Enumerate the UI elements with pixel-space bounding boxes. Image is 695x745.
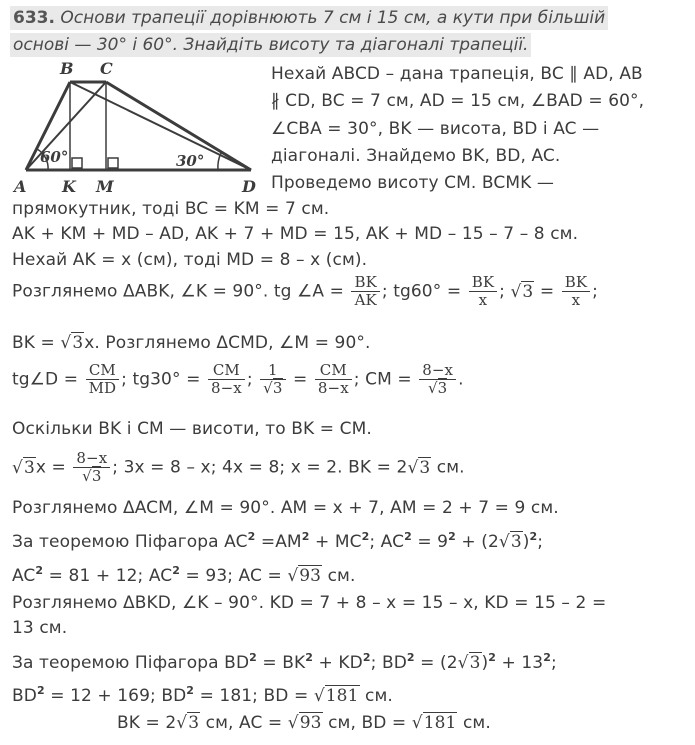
text: За теоремою Піфагора BD: [12, 653, 250, 673]
radicand: 3: [272, 379, 283, 397]
text: ): [522, 532, 530, 552]
sqrt-expression: √93: [287, 566, 322, 586]
text: = 93; AC =: [180, 566, 282, 586]
radicand: 3: [72, 333, 84, 353]
superscript: 2: [362, 651, 371, 664]
text: ; CM =: [353, 369, 412, 390]
problem-text-1: Основи трапеції дорівнюють 7 см і 15 см, а кути при більшій: [60, 8, 606, 28]
superscript: 2: [361, 530, 370, 543]
radicand: 93: [299, 713, 322, 733]
text: x. Розглянемо ΔCMD, ∠M = 90°.: [84, 333, 371, 353]
radicand: 3: [419, 457, 431, 478]
fraction-bk-ak: [351, 274, 379, 309]
text: см, AC =: [200, 713, 283, 733]
vertex-label-b: B: [60, 59, 74, 78]
right-angle-m: [108, 158, 118, 168]
numerator: 8−x: [419, 362, 456, 380]
solution-line-8: Нехай AK = x (см), тоді MD = 8 – x (см).: [12, 250, 368, 270]
text: Розглянемо ΔABK, ∠K = 90°. tg ∠A =: [12, 281, 344, 302]
numerator: CM: [315, 362, 352, 380]
problem-text-2: основі — 30° і 60°. Знайдіть висоту та діагоналі трапеції.: [13, 35, 529, 55]
angle-label-a: 60°: [40, 148, 69, 166]
text: За теоремою Піфагора AC: [12, 532, 248, 552]
solution-line-20: [12, 680, 393, 707]
solution-line-1: Нехай ABCD – дана трапеція, BC ∥ AD, AB: [271, 64, 643, 84]
fraction-bk-x: [562, 274, 590, 309]
solution-line-15: [12, 526, 543, 553]
text: .: [458, 369, 464, 390]
point-label-m: M: [96, 177, 114, 196]
text: ;: [592, 281, 598, 302]
solution-line-4: діагоналі. Знайдемо BK, BD, AC.: [271, 146, 561, 166]
text: BD: [12, 686, 37, 706]
superscript: 2: [249, 651, 257, 664]
sqrt-expression: √181: [313, 686, 359, 706]
text: ; AC: [369, 532, 405, 552]
text: BK =: [12, 333, 55, 353]
denominator: √3: [82, 467, 102, 485]
vertex-label-a: A: [14, 177, 27, 196]
solution-line-16: [12, 560, 356, 587]
denominator: √3: [427, 379, 448, 397]
vertex-label-d: D: [242, 177, 256, 196]
denominator: 8−x: [210, 379, 242, 397]
text: ;: [550, 653, 557, 673]
numerator: 8−x: [73, 450, 110, 468]
sqrt-expression: √3: [60, 333, 84, 353]
fraction-8-x-sqrt3: [73, 450, 110, 485]
angle-arc-d: [218, 153, 221, 170]
text: см, BD =: [322, 713, 407, 733]
radicand: 3: [510, 532, 522, 552]
fraction-bk-x: [469, 274, 497, 309]
text: = (2: [414, 653, 458, 673]
text: =: [293, 369, 308, 390]
text: = 181; BD =: [194, 686, 309, 706]
text: = 81 + 12; AC: [43, 566, 173, 586]
sqrt-expression: √181: [411, 713, 457, 733]
radicand: 181: [423, 713, 457, 733]
superscript: 2: [172, 564, 181, 577]
denominator: x: [571, 291, 581, 309]
text: см.: [431, 457, 465, 478]
numerator: CM: [208, 362, 245, 380]
text: + MC: [309, 532, 362, 552]
radicand: 3: [522, 281, 534, 302]
superscript: 2: [404, 530, 412, 543]
denominator: 8−x: [317, 379, 349, 397]
text: + 13: [496, 653, 544, 673]
solution-line-3: ∠CBA = 30°, BK — висота, BD і AC —: [271, 119, 600, 139]
problem-number: 633.: [13, 8, 55, 28]
superscript: 2: [247, 530, 256, 543]
superscript: 2: [36, 684, 45, 697]
angle-label-d: 30°: [176, 152, 205, 170]
text: = 9: [411, 532, 449, 552]
text: =AM: [255, 532, 302, 552]
superscript: 2: [301, 530, 310, 543]
text: ; 3x = 8 – x; 4x = 8; x = 2. BK = 2: [112, 457, 408, 478]
fraction-8-x-sqrt3: [419, 362, 456, 397]
solution-line-11: [12, 362, 464, 397]
fraction-1-sqrt3: [260, 362, 285, 397]
superscript: 2: [448, 530, 456, 543]
trapezoid-figure: [8, 56, 270, 196]
text: ): [481, 653, 489, 673]
problem-statement-line-1: [10, 6, 608, 30]
radicand: 3: [91, 467, 102, 485]
numerator: CM: [86, 362, 120, 380]
right-angle-k: [72, 158, 82, 168]
sqrt-expression: √3: [176, 713, 200, 733]
denominator: MD: [88, 379, 117, 397]
sqrt-expression: √3: [510, 281, 534, 302]
numerator: BK: [562, 274, 590, 292]
superscript: 2: [406, 651, 415, 664]
solution-line-19: [12, 647, 557, 674]
radicand: 3: [188, 713, 200, 733]
numerator: BK: [351, 274, 379, 292]
sqrt-expression: √3: [457, 653, 481, 673]
text: BK = 2: [117, 713, 177, 733]
fraction-cm-8-x: [315, 362, 352, 397]
denominator: x: [478, 291, 488, 309]
radicand: 3: [469, 653, 481, 673]
text: = BK: [256, 653, 306, 673]
diagonal-bd: [70, 82, 251, 170]
numerator: 1: [260, 362, 285, 380]
solution-line-10: [12, 332, 370, 354]
problem-statement-line-2: [10, 33, 531, 57]
text: ;: [537, 532, 544, 552]
radicand: 3: [23, 457, 35, 478]
text: см.: [359, 686, 393, 706]
solution-line-14: Розглянемо ΔACM, ∠M = 90°. AM = x + 7, AM = 2 + 7 = 9 см.: [12, 498, 559, 518]
solution-line-12: Оскільки BK і CM — висоти, то BK = CM.: [12, 419, 372, 439]
superscript: 2: [305, 651, 314, 664]
denominator: √3: [263, 379, 283, 397]
superscript: 2: [35, 564, 44, 577]
vertex-label-c: C: [100, 59, 113, 78]
denominator: AK: [354, 291, 377, 309]
sqrt-expression: √3: [12, 457, 35, 478]
text: = 12 + 169; BD: [44, 686, 187, 706]
solution-line-17: Розглянемо ΔBKD, ∠K – 90°. KD = 7 + 8 – x = 15 – x, KD = 15 – 2 =: [12, 593, 607, 613]
solution-line-18: 13 см.: [12, 618, 68, 638]
superscript: 2: [543, 651, 551, 664]
solution-line-7: AK + KM + MD – AD, AK + 7 + MD = 15, AK + MD – 15 – 7 – 8 см.: [12, 224, 579, 244]
text: ; tg30° =: [121, 369, 201, 390]
text: см.: [457, 713, 491, 733]
text: + KD: [313, 653, 363, 673]
text: =: [539, 281, 555, 302]
text: ; tg60° =: [381, 281, 462, 302]
radicand: 181: [325, 686, 359, 706]
final-answer: [117, 712, 491, 734]
text: см.: [322, 566, 356, 586]
fraction-cm-8-x: [208, 362, 245, 397]
superscript: 2: [186, 684, 195, 697]
superscript: 2: [488, 651, 497, 664]
point-label-k: K: [62, 177, 76, 196]
superscript: 2: [529, 530, 538, 543]
solution-line-13: [12, 450, 465, 485]
solution-line-6: прямокутник, тоді BC = KM = 7 см.: [12, 199, 330, 219]
solution-line-2: ∦ CD, BC = 7 см, AD = 15 см, ∠BAD = 60°,: [271, 91, 645, 111]
numerator: BK: [469, 274, 497, 292]
text: + (2: [455, 532, 499, 552]
sqrt-expression: √3: [407, 457, 431, 478]
solution-line-9: [12, 274, 598, 309]
text: ;: [246, 369, 253, 390]
sqrt-expression: √93: [287, 713, 322, 733]
text: tg∠D =: [12, 369, 79, 390]
sqrt-expression: √3: [498, 532, 522, 552]
solution-line-5: Проведемо висоту CM. BCMK —: [271, 173, 554, 193]
radicand: 93: [299, 566, 322, 586]
fraction-cm-md: [86, 362, 120, 397]
text: ; BD: [370, 653, 407, 673]
radicand: 3: [437, 379, 448, 397]
text: ;: [499, 281, 505, 302]
text: x =: [35, 457, 66, 478]
text: AC: [12, 566, 36, 586]
